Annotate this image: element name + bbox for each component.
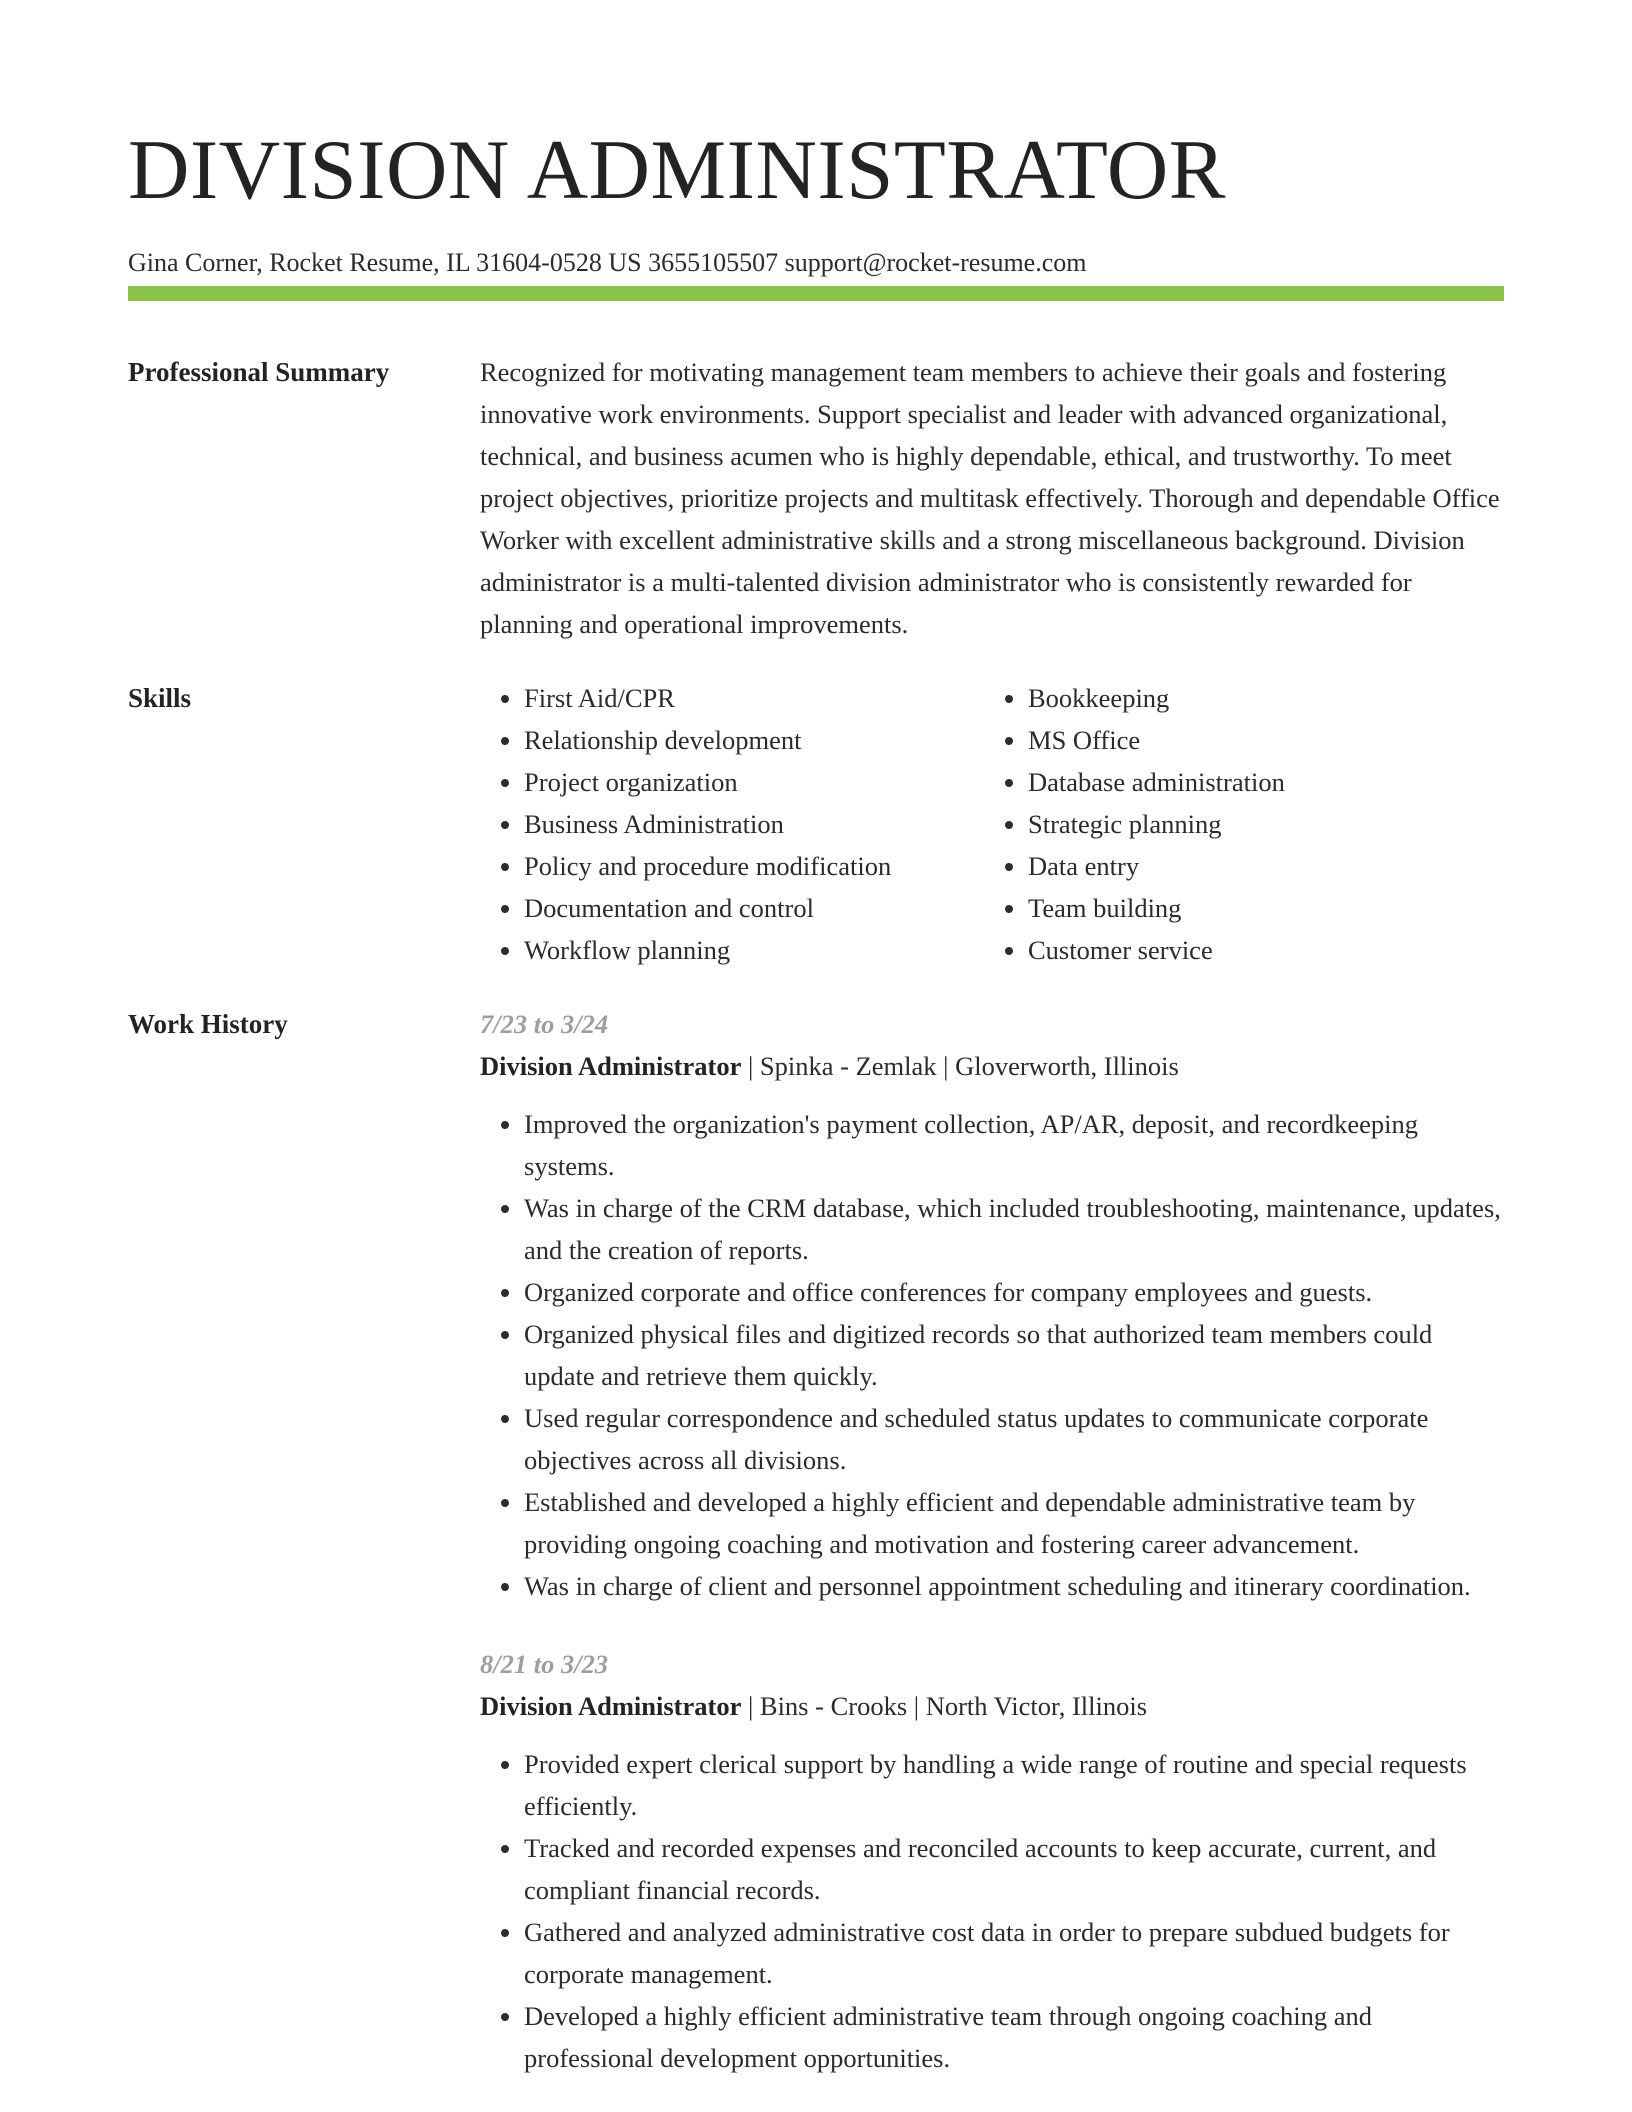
resume-sections [128, 351, 1504, 2112]
skills-list-left [480, 677, 984, 971]
skill-item: • Team building [1028, 887, 1488, 929]
accent-divider [128, 286, 1504, 301]
resume-header [128, 122, 1504, 280]
skill-item: • MS Office [1028, 719, 1488, 761]
skill-item: • First Aid/CPR [524, 677, 984, 719]
job-title: Division Administrator [480, 1051, 742, 1081]
skills-column-left [480, 677, 984, 971]
job-bullet: • Gathered and analyzed administrative cost data in order to prepare subdued budgets for corporate management. [524, 1911, 1504, 1995]
contact-line: Gina Corner, Rocket Resume, IL 31604-0528 US 3655105507 support@rocket-resume.com [128, 248, 1087, 277]
skills-columns [480, 677, 1504, 971]
section-label-skills: Skills [128, 683, 192, 713]
job-bullet: • Provided expert clerical support by handling a wide range of routine and special requests efficiently. [524, 1743, 1504, 1827]
job-bullets [480, 1103, 1504, 1607]
section-work-history [128, 1003, 1504, 2112]
job-heading [480, 1045, 1504, 1087]
skills-body [480, 677, 1504, 971]
job-bullet: • Tracked and recorded expenses and reconciled accounts to keep accurate, current, and compliant financial records. [524, 1827, 1504, 1911]
job-bullet: • Used regular correspondence and scheduled status updates to communicate corporate objectives across all divisions. [524, 1397, 1504, 1481]
skill-item: • Bookkeeping [1028, 677, 1488, 719]
job-bullet: • Was in charge of the CRM database, which included troubleshooting, maintenance, updates, and the creation of reports. [524, 1187, 1504, 1271]
skill-item: • Customer service [1028, 929, 1488, 971]
job-bullet: • Organized corporate and office conferences for company employees and guests. [524, 1271, 1504, 1313]
job-bullets [480, 1743, 1504, 2079]
skill-item: • Data entry [1028, 845, 1488, 887]
job-details: | Spinka - Zemlak | Gloverworth, Illinois [741, 1051, 1179, 1081]
skill-item: • Workflow planning [524, 929, 984, 971]
section-label-summary: Professional Summary [128, 357, 390, 387]
skill-item: • Project organization [524, 761, 984, 803]
job-dates: 8/21 to 3/23 [480, 1649, 609, 1679]
skills-list-right [984, 677, 1488, 971]
work-history-body [480, 1003, 1504, 2112]
skill-item: • Documentation and control [524, 887, 984, 929]
job-bullet: • Established and developed a highly efficient and dependable administrative team by providing ongoing coaching and motivation and fostering career advancement. [524, 1481, 1504, 1565]
job-bullet: • Organized physical files and digitized records so that authorized team members could update and retrieve them quickly. [524, 1313, 1504, 1397]
job-entry [480, 1643, 1504, 2079]
skill-item: • Strategic planning [1028, 803, 1488, 845]
page-title: DIVISION ADMINISTRATOR [128, 123, 1226, 217]
skills-column-right [984, 677, 1488, 971]
section-professional-summary [128, 351, 1504, 645]
summary-body [480, 351, 1504, 645]
job-details: | Bins - Crooks | North Victor, Illinois [741, 1691, 1148, 1721]
skill-item: • Relationship development [524, 719, 984, 761]
skill-item: • Database administration [1028, 761, 1488, 803]
summary-text: Recognized for motivating management team members to achieve their goals and fostering innovative work environments. Support specialist and leader with advanced organizational, technical, and business acumen who is highly dependable, ethical, and trustworthy. To meet project objectives, prioritize projects and multitask effectively. Thorough and dependable Office Worker with excellent administrative skills and a strong miscellaneous background. Division administrator is a multi-talented division administrator who is consistently rewarded for planning and operational improvements. [480, 357, 1500, 639]
job-bullet: • Was in charge of client and personnel appointment scheduling and itinerary coordination. [524, 1565, 1504, 1607]
job-heading [480, 1685, 1504, 1727]
section-label-work-history: Work History [128, 1009, 288, 1039]
job-bullet: • Improved the organization's payment collection, AP/AR, deposit, and recordkeeping systems. [524, 1103, 1504, 1187]
job-title: Division Administrator [480, 1691, 742, 1721]
job-dates: 7/23 to 3/24 [480, 1009, 609, 1039]
section-skills [128, 677, 1504, 971]
skill-item: • Business Administration [524, 803, 984, 845]
job-entry [480, 1003, 1504, 1607]
skill-item: • Policy and procedure modification [524, 845, 984, 887]
job-bullet: • Developed a highly efficient administrative team through ongoing coaching and professional development opportunities. [524, 1995, 1504, 2079]
